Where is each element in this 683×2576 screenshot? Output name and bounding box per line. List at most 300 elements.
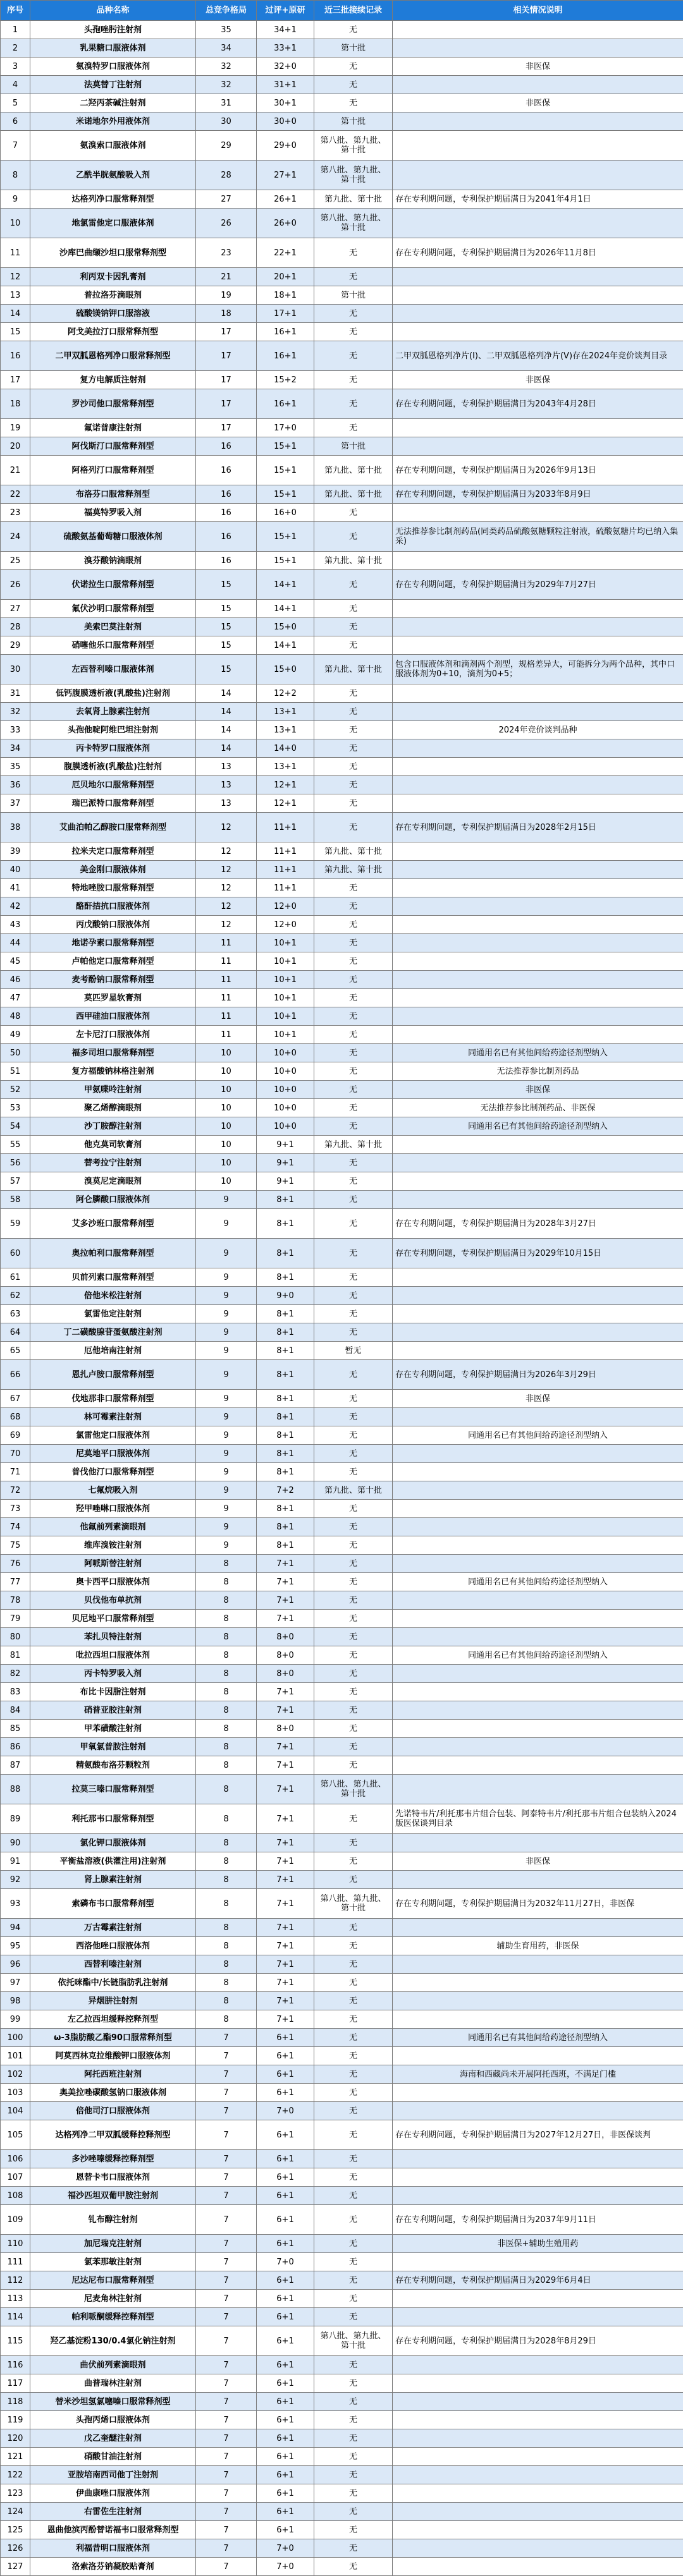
cell-history: 无 [314,934,393,952]
cell-competition: 12 [196,842,257,861]
cell-competition: 34 [196,39,257,58]
cell-competition: 7 [196,2411,257,2429]
cell-history: 无 [314,1628,393,1646]
cell-competition: 10 [196,1062,257,1081]
table-row [1,1665,683,1683]
cell-history: 无 [314,2047,393,2065]
cell-drug-name: 苯扎贝特注射剂 [30,1628,196,1646]
cell-competition: 15 [196,600,257,618]
table-row [1,131,683,161]
cell-notes: 同通用名已有其他间给药途径剂型纳入 [393,1117,683,1136]
table-row [1,2429,683,2448]
cell-index: 122 [1,2466,30,2484]
table-row [1,323,683,341]
cell-competition: 8 [196,1919,257,1937]
cell-competition: 16 [196,437,257,456]
cell-history: 无 [314,1239,393,1268]
table-row [1,2308,683,2326]
cell-drug-name: 溴芬酸钠滴眼剂 [30,552,196,570]
table-row [1,721,683,739]
cell-history: 无 [314,2558,393,2576]
cell-drug-name: 聚乙烯醇滴眼剂 [30,1099,196,1117]
cell-history: 无 [314,2084,393,2102]
cell-index: 44 [1,934,30,952]
cell-history: 无 [314,1536,393,1555]
cell-drug-name: 曲伏前列素滴眼剂 [30,2356,196,2374]
cell-competition: 8 [196,1555,257,1573]
cell-index: 117 [1,2374,30,2393]
cell-drug-name: 硝噻他乐口服常释剂型 [30,636,196,655]
cell-drug-name: 丁二磺酸腺苷蛋氨酸注射剂 [30,1323,196,1342]
cell-drug-name: 多沙唑嗪缓释控释剂型 [30,2150,196,2168]
cell-history: 无 [314,1191,393,1209]
cell-history: 无 [314,2503,393,2521]
cell-drug-name: 利托那韦口服常释剂型 [30,1804,196,1834]
cell-notes: 非医保 [393,1390,683,1408]
cell-drug-name: 左乙拉西坦缓释控释剂型 [30,2010,196,2029]
cell-competition: 15 [196,570,257,600]
cell-drug-name: 七氟烷吸入剂 [30,1481,196,1500]
cell-notes: 非医保 [393,371,683,389]
cell-notes: 非医保 [393,1081,683,1099]
table-row [1,1992,683,2010]
table-row [1,916,683,934]
cell-competition: 9 [196,1287,257,1305]
cell-notes [393,1445,683,1463]
cell-notes [393,1287,683,1305]
cell-competition: 8 [196,2010,257,2029]
cell-notes [393,1172,683,1191]
cell-drug-name: 丙卡特罗吸入剂 [30,1665,196,1683]
cell-index: 29 [1,636,30,655]
cell-drug-name: 氟伏沙明口服常释剂型 [30,600,196,618]
cell-notes [393,971,683,989]
cell-drug-name: 奥卡西平口服液体剂 [30,1573,196,1591]
table-row [1,776,683,794]
cell-index: 98 [1,1992,30,2010]
cell-index: 21 [1,456,30,485]
cell-competition: 7 [196,2205,257,2235]
cell-notes: 存在专利期问题，专利保护期届满日为2028年8月29日 [393,2326,683,2356]
cell-history: 无 [314,2168,393,2187]
cell-ratio: 7+2 [257,1481,314,1500]
cell-drug-name: 阿戈美拉汀口服常释剂型 [30,323,196,341]
cell-notes [393,2466,683,2484]
table-row [1,2393,683,2411]
cell-ratio: 10+1 [257,989,314,1007]
cell-ratio: 10+1 [257,1007,314,1026]
cell-drug-name: 阿哌斯替注射剂 [30,1555,196,1573]
cell-drug-name: 精氨酸布洛芬颗粒剂 [30,1756,196,1775]
cell-notes: 存在专利期问题，专利保护期届满日为2026年11月8日 [393,238,683,268]
cell-index: 30 [1,655,30,684]
cell-notes [393,1007,683,1026]
cell-notes [393,161,683,190]
table-row [1,2047,683,2065]
cell-index: 40 [1,861,30,879]
table-row [1,522,683,552]
cell-notes: 同通用名已有其他间给药途径剂型纳入 [393,1044,683,1062]
cell-notes [393,703,683,721]
table-row [1,1287,683,1305]
cell-index: 19 [1,419,30,437]
cell-competition: 27 [196,190,257,209]
cell-competition: 9 [196,1191,257,1209]
cell-competition: 11 [196,989,257,1007]
cell-notes [393,758,683,776]
cell-competition: 8 [196,1889,257,1919]
cell-history: 无 [314,1871,393,1889]
cell-ratio: 6+1 [257,2503,314,2521]
cell-drug-name: 布洛芬口服常释剂型 [30,485,196,504]
cell-history: 无 [314,1555,393,1573]
cell-drug-name: 吡拉西坦口服液体剂 [30,1646,196,1665]
cell-drug-name: 伏诺拉生口服常释剂型 [30,570,196,600]
table-row [1,552,683,570]
cell-ratio: 8+1 [257,1342,314,1360]
cell-competition: 15 [196,618,257,636]
table-row [1,879,683,897]
cell-index: 38 [1,813,30,842]
cell-ratio: 9+0 [257,1287,314,1305]
cell-ratio: 7+1 [257,2010,314,2029]
cell-history: 无 [314,618,393,636]
cell-notes [393,1154,683,1172]
cell-index: 20 [1,437,30,456]
cell-notes [393,842,683,861]
cell-index: 124 [1,2503,30,2521]
cell-notes [393,952,683,971]
cell-drug-name: 西甲硅油口服液体剂 [30,1007,196,1026]
cell-notes: 存在专利期问题，专利保护期届满日为2028年2月15日 [393,813,683,842]
cell-drug-name: 尼达尼布口服常释剂型 [30,2271,196,2290]
cell-index: 53 [1,1099,30,1117]
table-row [1,2411,683,2429]
table-row [1,2271,683,2290]
cell-history: 无 [314,389,393,419]
cell-index: 13 [1,286,30,305]
cell-drug-name: 肾上腺素注射剂 [30,1871,196,1889]
cell-drug-name: 甲苯磺酸注射剂 [30,1720,196,1738]
cell-competition: 9 [196,1408,257,1426]
cell-history: 无 [314,1268,393,1287]
cell-ratio: 22+1 [257,238,314,268]
cell-ratio: 6+1 [257,2448,314,2466]
cell-ratio: 7+1 [257,1889,314,1919]
cell-ratio: 16+1 [257,323,314,341]
cell-ratio: 15+1 [257,552,314,570]
cell-notes [393,2168,683,2187]
table-row [1,1426,683,1445]
cell-index: 55 [1,1136,30,1154]
cell-history: 无 [314,1445,393,1463]
cell-drug-name: 复方电解质注射剂 [30,371,196,389]
cell-notes [393,504,683,522]
table-row [1,1305,683,1323]
table-row [1,1573,683,1591]
cell-index: 105 [1,2120,30,2150]
cell-index: 83 [1,1683,30,1701]
table-row [1,989,683,1007]
header-competition: 总竞争格局 [196,1,257,21]
cell-index: 6 [1,112,30,131]
cell-index: 81 [1,1646,30,1665]
cell-competition: 7 [196,2290,257,2308]
cell-competition: 8 [196,1683,257,1701]
cell-index: 72 [1,1481,30,1500]
cell-notes [393,1955,683,1974]
table-row [1,1610,683,1628]
table-row [1,1834,683,1852]
cell-drug-name: 酪酐拮抗口服液体剂 [30,897,196,916]
cell-competition: 14 [196,703,257,721]
cell-history: 无 [314,1646,393,1665]
cell-drug-name: 头孢他啶阿维巴坦注射剂 [30,721,196,739]
cell-index: 90 [1,1834,30,1852]
cell-drug-name: 伊曲康唑口服液体剂 [30,2484,196,2503]
cell-competition: 8 [196,1573,257,1591]
cell-index: 94 [1,1919,30,1937]
cell-notes [393,2084,683,2102]
cell-history: 无 [314,1804,393,1834]
cell-competition: 9 [196,1390,257,1408]
cell-ratio: 7+1 [257,1919,314,1937]
table-body [1,21,683,2576]
cell-index: 17 [1,371,30,389]
cell-competition: 8 [196,1738,257,1756]
table-row [1,485,683,504]
cell-competition: 9 [196,1305,257,1323]
cell-history: 无 [314,2029,393,2047]
cell-drug-name: 厄他培南注射剂 [30,1342,196,1360]
cell-ratio: 9+1 [257,1154,314,1172]
cell-drug-name: 氟诺普康注射剂 [30,419,196,437]
cell-ratio: 6+1 [257,2047,314,2065]
cell-notes: 无法推荐参比制剂药品 [393,1062,683,1081]
cell-competition: 29 [196,131,257,161]
cell-notes: 同通用名已有其他间给药途径剂型纳入 [393,2029,683,2047]
cell-competition: 7 [196,2503,257,2521]
cell-index: 71 [1,1463,30,1481]
cell-notes: 同通用名已有其他间给药途径剂型纳入 [393,1426,683,1445]
cell-ratio: 6+1 [257,2356,314,2374]
cell-index: 101 [1,2047,30,2065]
cell-ratio: 6+1 [257,2029,314,2047]
cell-index: 61 [1,1268,30,1287]
cell-competition: 10 [196,1099,257,1117]
cell-ratio: 8+0 [257,1646,314,1665]
cell-history: 无 [314,2448,393,2466]
cell-drug-name: 艾曲泊帕乙醇胺口服常释剂型 [30,813,196,842]
cell-index: 50 [1,1044,30,1062]
cell-notes [393,552,683,570]
table-row [1,2356,683,2374]
cell-ratio: 10+1 [257,971,314,989]
cell-history: 无 [314,1591,393,1610]
cell-history: 无 [314,1426,393,1445]
cell-drug-name: 头孢丙烯口服液体剂 [30,2411,196,2429]
cell-competition: 7 [196,2150,257,2168]
cell-drug-name: 沙库巴曲缬沙坦口服常释剂型 [30,238,196,268]
cell-notes [393,739,683,758]
cell-history: 无 [314,2290,393,2308]
cell-history: 第八批、第九批、第十批 [314,1889,393,1919]
cell-history: 第八批、第九批、第十批 [314,1775,393,1804]
cell-history: 无 [314,1665,393,1683]
cell-notes [393,437,683,456]
cell-competition: 12 [196,861,257,879]
cell-history: 无 [314,1683,393,1701]
cell-notes [393,2429,683,2448]
cell-competition: 32 [196,58,257,76]
cell-ratio: 10+0 [257,1081,314,1099]
cell-drug-name: 平衡盐溶液(供灌注用)注射剂 [30,1852,196,1871]
cell-drug-name: 曲普瑞林注射剂 [30,2374,196,2393]
cell-notes [393,2150,683,2168]
cell-index: 33 [1,721,30,739]
cell-drug-name: 奥美拉唑碳酸氢钠口服液体剂 [30,2084,196,2102]
cell-notes [393,419,683,437]
table-row [1,341,683,371]
cell-history: 无 [314,897,393,916]
cell-index: 51 [1,1062,30,1081]
cell-notes [393,2374,683,2393]
table-row [1,305,683,323]
header-notes: 相关情况说明 [393,1,683,21]
cell-drug-name: 普伐他汀口服常释剂型 [30,1463,196,1481]
cell-history: 第十批 [314,39,393,58]
cell-notes [393,861,683,879]
cell-index: 48 [1,1007,30,1026]
cell-history: 第九批、第十批 [314,861,393,879]
cell-history: 无 [314,2411,393,2429]
table-row [1,1154,683,1172]
cell-history: 无 [314,1852,393,1871]
cell-notes [393,1481,683,1500]
cell-history: 无 [314,813,393,842]
cell-ratio: 8+1 [257,1536,314,1555]
cell-history: 无 [314,1323,393,1342]
cell-index: 39 [1,842,30,861]
cell-competition: 7 [196,2084,257,2102]
cell-competition: 9 [196,1536,257,1555]
cell-ratio: 14+1 [257,570,314,600]
table-row [1,1974,683,1992]
cell-notes [393,2558,683,2576]
cell-index: 9 [1,190,30,209]
cell-notes [393,1665,683,1683]
cell-notes: 存在专利期问题，专利保护期届满日为2028年3月27日 [393,1209,683,1239]
table-row [1,1852,683,1871]
cell-history: 无 [314,2205,393,2235]
cell-ratio: 7+1 [257,1992,314,2010]
table-row [1,2150,683,2168]
cell-ratio: 16+0 [257,504,314,522]
cell-notes [393,1738,683,1756]
cell-ratio: 12+1 [257,794,314,813]
cell-index: 57 [1,1172,30,1191]
cell-notes: 存在专利期问题，专利保护期届满日为2029年7月27日 [393,570,683,600]
table-row [1,971,683,989]
cell-ratio: 29+0 [257,131,314,161]
cell-history: 无 [314,341,393,371]
cell-notes [393,2290,683,2308]
cell-competition: 7 [196,2308,257,2326]
cell-ratio: 27+1 [257,161,314,190]
cell-notes [393,1026,683,1044]
cell-competition: 8 [196,1974,257,1992]
table-row [1,437,683,456]
cell-ratio: 8+1 [257,1445,314,1463]
table-row [1,1889,683,1919]
header-history: 近三批接续记录 [314,1,393,21]
cell-notes [393,1992,683,2010]
table-row [1,2029,683,2047]
table-row [1,703,683,721]
cell-competition: 8 [196,1992,257,2010]
table-row [1,1117,683,1136]
cell-drug-name: 利福昔明口服液体剂 [30,2539,196,2558]
cell-drug-name: 恩替卡韦口服液体剂 [30,2168,196,2187]
cell-drug-name: 地诺孕素口服常释剂型 [30,934,196,952]
cell-history: 第九批、第十批 [314,1136,393,1154]
cell-drug-name: 莫匹罗星软膏剂 [30,989,196,1007]
cell-drug-name: 法莫替丁注射剂 [30,76,196,94]
cell-index: 77 [1,1573,30,1591]
cell-index: 120 [1,2429,30,2448]
cell-notes [393,2356,683,2374]
cell-index: 87 [1,1756,30,1775]
cell-notes [393,1871,683,1889]
cell-drug-name: 阿仑膦酸口服液体剂 [30,1191,196,1209]
cell-index: 58 [1,1191,30,1209]
cell-notes: 海南和西藏尚未开展阿托西班，不满足门槛 [393,2065,683,2084]
cell-index: 95 [1,1937,30,1955]
cell-ratio: 9+1 [257,1172,314,1191]
cell-competition: 7 [196,2253,257,2271]
cell-competition: 8 [196,1955,257,1974]
cell-notes [393,1555,683,1573]
cell-ratio: 7+1 [257,1610,314,1628]
cell-history: 无 [314,1305,393,1323]
cell-index: 92 [1,1871,30,1889]
cell-notes [393,2484,683,2503]
cell-history: 第九批、第十批 [314,552,393,570]
cell-competition: 8 [196,1756,257,1775]
cell-drug-name: 加尼瑞克注射剂 [30,2235,196,2253]
table-row [1,1646,683,1665]
cell-history: 无 [314,952,393,971]
cell-ratio: 15+0 [257,655,314,684]
cell-index: 43 [1,916,30,934]
table-row [1,58,683,76]
table-row [1,600,683,618]
cell-drug-name: 林可霉素注射剂 [30,1408,196,1426]
cell-index: 59 [1,1209,30,1239]
cell-index: 114 [1,2308,30,2326]
table-row [1,2187,683,2205]
cell-ratio: 11+1 [257,879,314,897]
cell-index: 113 [1,2290,30,2308]
cell-history: 第十批 [314,112,393,131]
table-row [1,1683,683,1701]
table-row [1,813,683,842]
cell-drug-name: 丙卡特罗口服液体剂 [30,739,196,758]
cell-history: 第十批 [314,286,393,305]
cell-ratio: 8+1 [257,1360,314,1390]
table-row [1,618,683,636]
cell-drug-name: 帕利哌酮缓释控释剂型 [30,2308,196,2326]
